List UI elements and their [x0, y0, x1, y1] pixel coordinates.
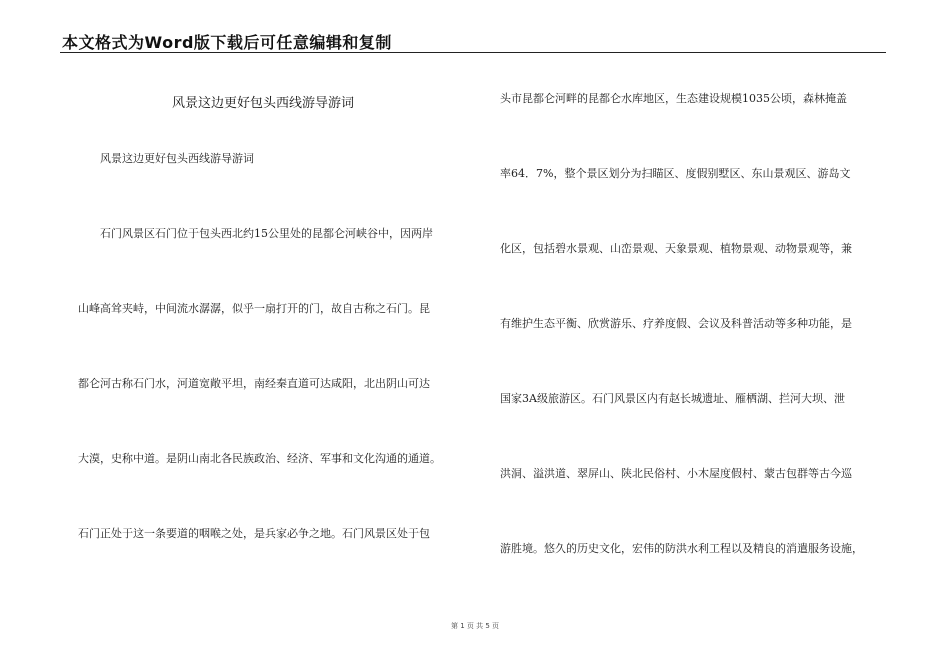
header-banner: 本文格式为Word版下载后可任意编辑和复制 [62, 33, 392, 52]
paragraph-line: 国家3A级旅游区。石门风景区内有赵长城遗址、雁栖湖、拦河大坝、泄 [500, 392, 845, 405]
paragraph-line: 洪洞、溢洪道、翠屏山、陕北民俗村、小木屋度假村、蒙古包群等古今巡 [500, 467, 852, 480]
paragraph-line: 山峰高耸夹峙，中间流水潺潺，似乎一扇打开的门，故自古称之石门。昆 [78, 302, 430, 315]
paragraph-line: 化区，包括碧水景观、山峦景观、天象景观、植物景观、动物景观等，兼 [500, 242, 852, 255]
paragraph-line: 头市昆都仑河畔的昆都仑水库地区，生态建设规模1035公顷，森林掩盖 [500, 92, 847, 105]
paragraph-line: 大漠，史称中道。是阴山南北各民族政治、经济、军事和文化沟通的通道。 [78, 452, 441, 465]
paragraph-line: 都仑河古称石门水，河道宽敞平坦，南经秦直道可达咸阳，北出阴山可达 [78, 377, 430, 390]
paragraph-line: 石门风景区石门位于包头西北约15公里处的昆都仑河峡谷中，因两岸 [100, 227, 433, 240]
paragraph-line: 游胜境。悠久的历史文化，宏伟的防洪水利工程以及精良的消遣服务设施， [500, 542, 863, 555]
paragraph-line: 风景这边更好包头西线游导游词 [100, 152, 254, 165]
header-divider [60, 52, 886, 53]
paragraph-line: 石门正处于这一条要道的咽喉之处，是兵家必争之地。石门风景区处于包 [78, 527, 430, 540]
paragraph-line: 率64．7%，整个景区划分为扫瞄区、度假别墅区、东山景观区、游岛文 [500, 167, 851, 180]
document-title: 风景这边更好包头西线游导游词 [171, 96, 354, 111]
paragraph-line: 有维护生态平衡、欣赏游乐、疗养度假、会议及科普活动等多种功能，是 [500, 317, 852, 330]
page-number-footer: 第 1 页 共 5 页 [450, 622, 500, 630]
